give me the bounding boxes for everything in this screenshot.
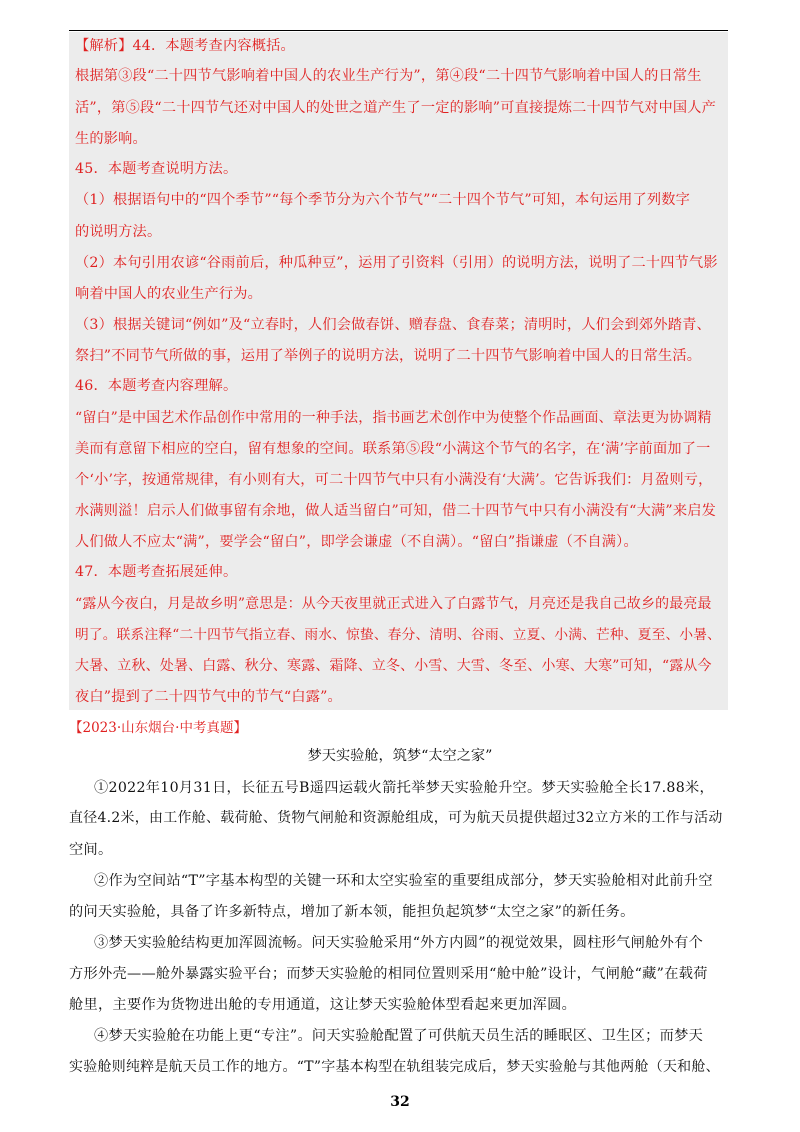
article-line: 的问天实验舱，具备了许多新特点，增加了新本领，能担负起筑梦“太空之家”的新任务。 xyxy=(69,904,635,920)
article-line: 舱里，主要作为货物进出舱的专用通道，这让梦天实验舱体型看起来更加浑圆。 xyxy=(69,997,577,1013)
answer-line: 美而有意留下相应的空白，留有想象的空间。联系第⑤段“小满这个节气的名字，在‘满’字前面加了一 xyxy=(75,441,711,457)
article-line: 直径4.2米，由工作舱、载荷舱、货物气闸舱和资源舱组成，可为航天员提供超过32立方米的工作与活动 xyxy=(69,810,723,826)
answer-line: （3）根据关键词“例如”及“立春时，人们会做春饼、赠春盘、食春菜；清明时，人们会到郊外踏青、 xyxy=(75,317,711,333)
article-line: ④梦天实验舱在功能上更“专注”。问天实验舱配置了可供航天员生活的睡眠区、卫生区；而梦天 xyxy=(94,1028,704,1044)
answer-line: 水满则溢！启示人们做事留有余地，做人适当留白”可知，借二十四节气中只有小满没有“大满”来启发 xyxy=(75,503,717,519)
answer-line: 【解析】44．本题考查内容概括。 xyxy=(75,38,295,54)
answer-line: 46．本题考查内容理解。 xyxy=(75,378,238,394)
answer-line: 大暑、立秋、处暑、白露、秋分、寒露、霜降、立冬、小雪、大雪、冬至、小寒、大寒”可知，“露从今 xyxy=(75,658,712,674)
article-title: 梦天实验舱，筑梦“太空之家” xyxy=(307,748,493,764)
answer-line: 活”，第⑤段“二十四节气还对中国人的处世之道产生了一定的影响”可直接提炼二十四节气对中国人产 xyxy=(75,100,717,116)
answer-line: “留白”是中国艺术作品创作中常用的一种手法，指书画艺术创作中为使整个作品画面、章法更为协调精 xyxy=(75,410,712,426)
article-line: ②作为空间站“T”字基本构型的关键一环和太空实验室的重要组成部分，梦天实验舱相对此前升空 xyxy=(94,873,713,889)
article-line: 空间。 xyxy=(69,842,113,858)
answer-line: （1）根据语句中的“四个季节”“每个季节分为六个节气”“二十四个节气”可知，本句运用了列数字 xyxy=(75,192,691,208)
answer-line: 祭扫”不同节气所做的事，运用了举例子的说明方法，说明了二十四节气影响着中国人的日常生活。 xyxy=(75,348,702,364)
answer-analysis-box xyxy=(69,32,728,710)
answer-line: （2）本句引用农谚“谷雨前后，种瓜种豆”，运用了引资料（引用）的说明方法，说明了二十四节气影 xyxy=(75,255,718,271)
source-label: 【2023·山东烟台·中考真题】 xyxy=(69,720,247,736)
answer-line: 45．本题考查说明方法。 xyxy=(75,161,238,177)
answer-line: “露从今夜白，月是故乡明”意思是：从今天夜里就正式进入了白露节气，月亮还是我自己故乡的最亮最 xyxy=(75,596,712,612)
answer-line: 的说明方法。 xyxy=(75,224,162,240)
article-line: ①2022年10月31日，长征五号B遥四运载火箭托举梦天实验舱升空。梦天实验舱全长17.88米， xyxy=(94,780,715,796)
article-line: ③梦天实验舱结构更加浑圆流畅。问天实验舱采用“外方内圆”的视觉效果，圆柱形气闸舱外有个 xyxy=(94,935,704,951)
answer-line: 人们做人不应太“满”，要学会“留白”，即学会谦虚（不自满）。“留白”指谦虚（不自满）。 xyxy=(75,534,638,550)
page-number: 32 xyxy=(390,1094,410,1110)
answer-line: 响着中国人的农业生产行为。 xyxy=(75,286,263,302)
top-rule xyxy=(69,30,728,31)
answer-line: 47．本题考查拓展延伸。 xyxy=(75,564,238,580)
article-line: 实验舱则纯粹是航天员工作的地方。“T”字基本构型在轨组装完成后，梦天实验舱与其他两舱（天和舱、 xyxy=(69,1059,720,1075)
answer-line: 明了。联系注释“二十四节气指立春、雨水、惊蛰、春分、清明、谷雨、立夏、小满、芒种、夏至、小暑、 xyxy=(75,627,722,643)
article-line: 方形外壳——舱外暴露实验平台；而梦天实验舱的相同位置则采用“舱中舱”设计，气闸舱“藏”在载荷 xyxy=(69,966,708,982)
answer-line: 根据第③段“二十四节气影响着中国人的农业生产行为”，第④段“二十四节气影响着中国人的日常生 xyxy=(75,68,702,84)
answer-line: 个‘小’字，按通常规律，有小则有大，可二十四节气中只有小满没有‘大满’。它告诉我们：月盈则亏， xyxy=(75,472,713,488)
answer-line: 生的影响。 xyxy=(75,131,147,147)
answer-line: 夜白”提到了二十四节气中的节气“白露”。 xyxy=(75,689,342,705)
